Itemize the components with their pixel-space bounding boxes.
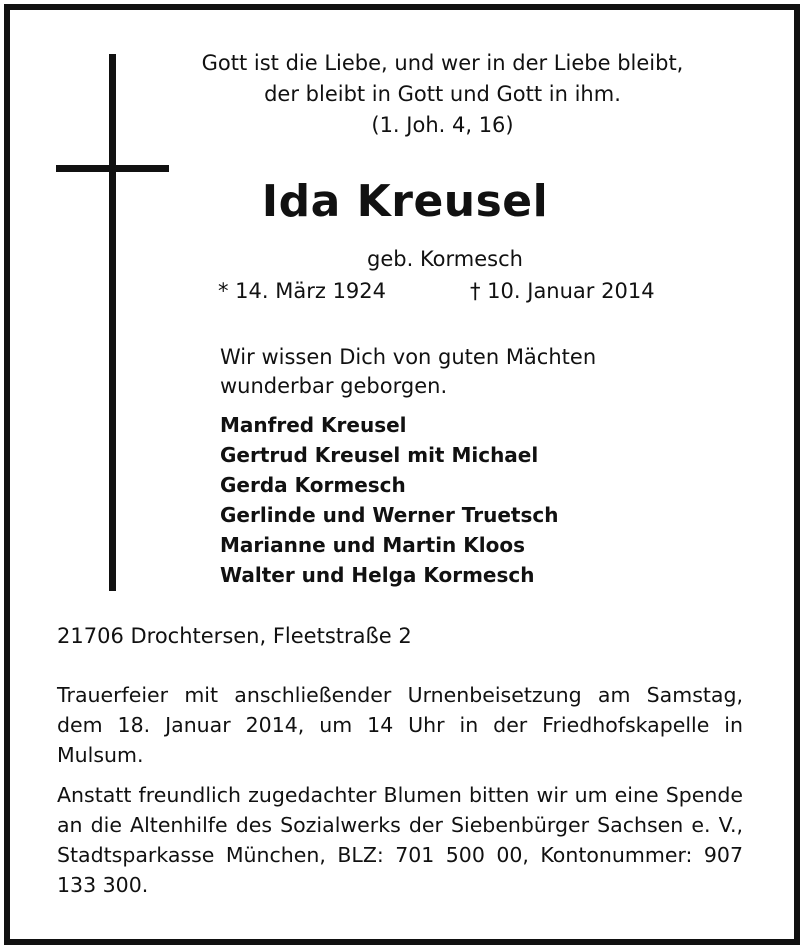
mourner-name: Gerlinde und Werner Truetsch [220,503,559,527]
maiden-name: geb. Kormesch [367,247,523,271]
verse-line: der bleibt in Gott und Gott in ihm. [264,82,621,106]
mourner-name: Gerda Kormesch [220,473,406,497]
family-address: 21706 Drochtersen, Fleetstraße 2 [57,624,412,648]
cross-icon-horizontal-bar [56,165,169,172]
mourner-name: Manfred Kreusel [220,413,407,437]
quote-line: wunderbar geborgen. [220,374,448,398]
donation-notice: Anstatt freundlich zugedachter Blumen bitten wir um eine Spende an die Altenhilfe des Sozialwerks der Siebenbürger Sachsen e. V., Stadtsparkasse München, BLZ: 701 500 00, Kontonummer: 907 133 300. [57,783,743,897]
mourner-name: Gertrud Kreusel mit Michael [220,443,539,467]
mourners-list [220,410,558,590]
death-date: † 10. Januar 2014 [470,279,655,303]
cross-icon-vertical-bar [109,54,116,591]
birth-date: * 14. März 1924 [218,279,387,303]
quote-line: Wir wissen Dich von guten Mächten [220,345,597,369]
verse-reference: (1. Joh. 4, 16) [371,113,514,137]
bible-verse [170,48,715,141]
mourner-name: Marianne und Martin Kloos [220,533,525,557]
service-notice: Trauerfeier mit anschließender Urnenbeisetzung am Samstag, dem 18. Januar 2014, um 14 Uhr in der Friedhofskapelle in Mulsum. [57,683,743,767]
mourner-name: Walter und Helga Kormesch [220,563,535,587]
memorial-quote [220,343,596,401]
verse-line: Gott ist die Liebe, und wer in der Liebe bleibt, [201,51,684,75]
deceased-name: Ida Kreusel [261,176,549,227]
